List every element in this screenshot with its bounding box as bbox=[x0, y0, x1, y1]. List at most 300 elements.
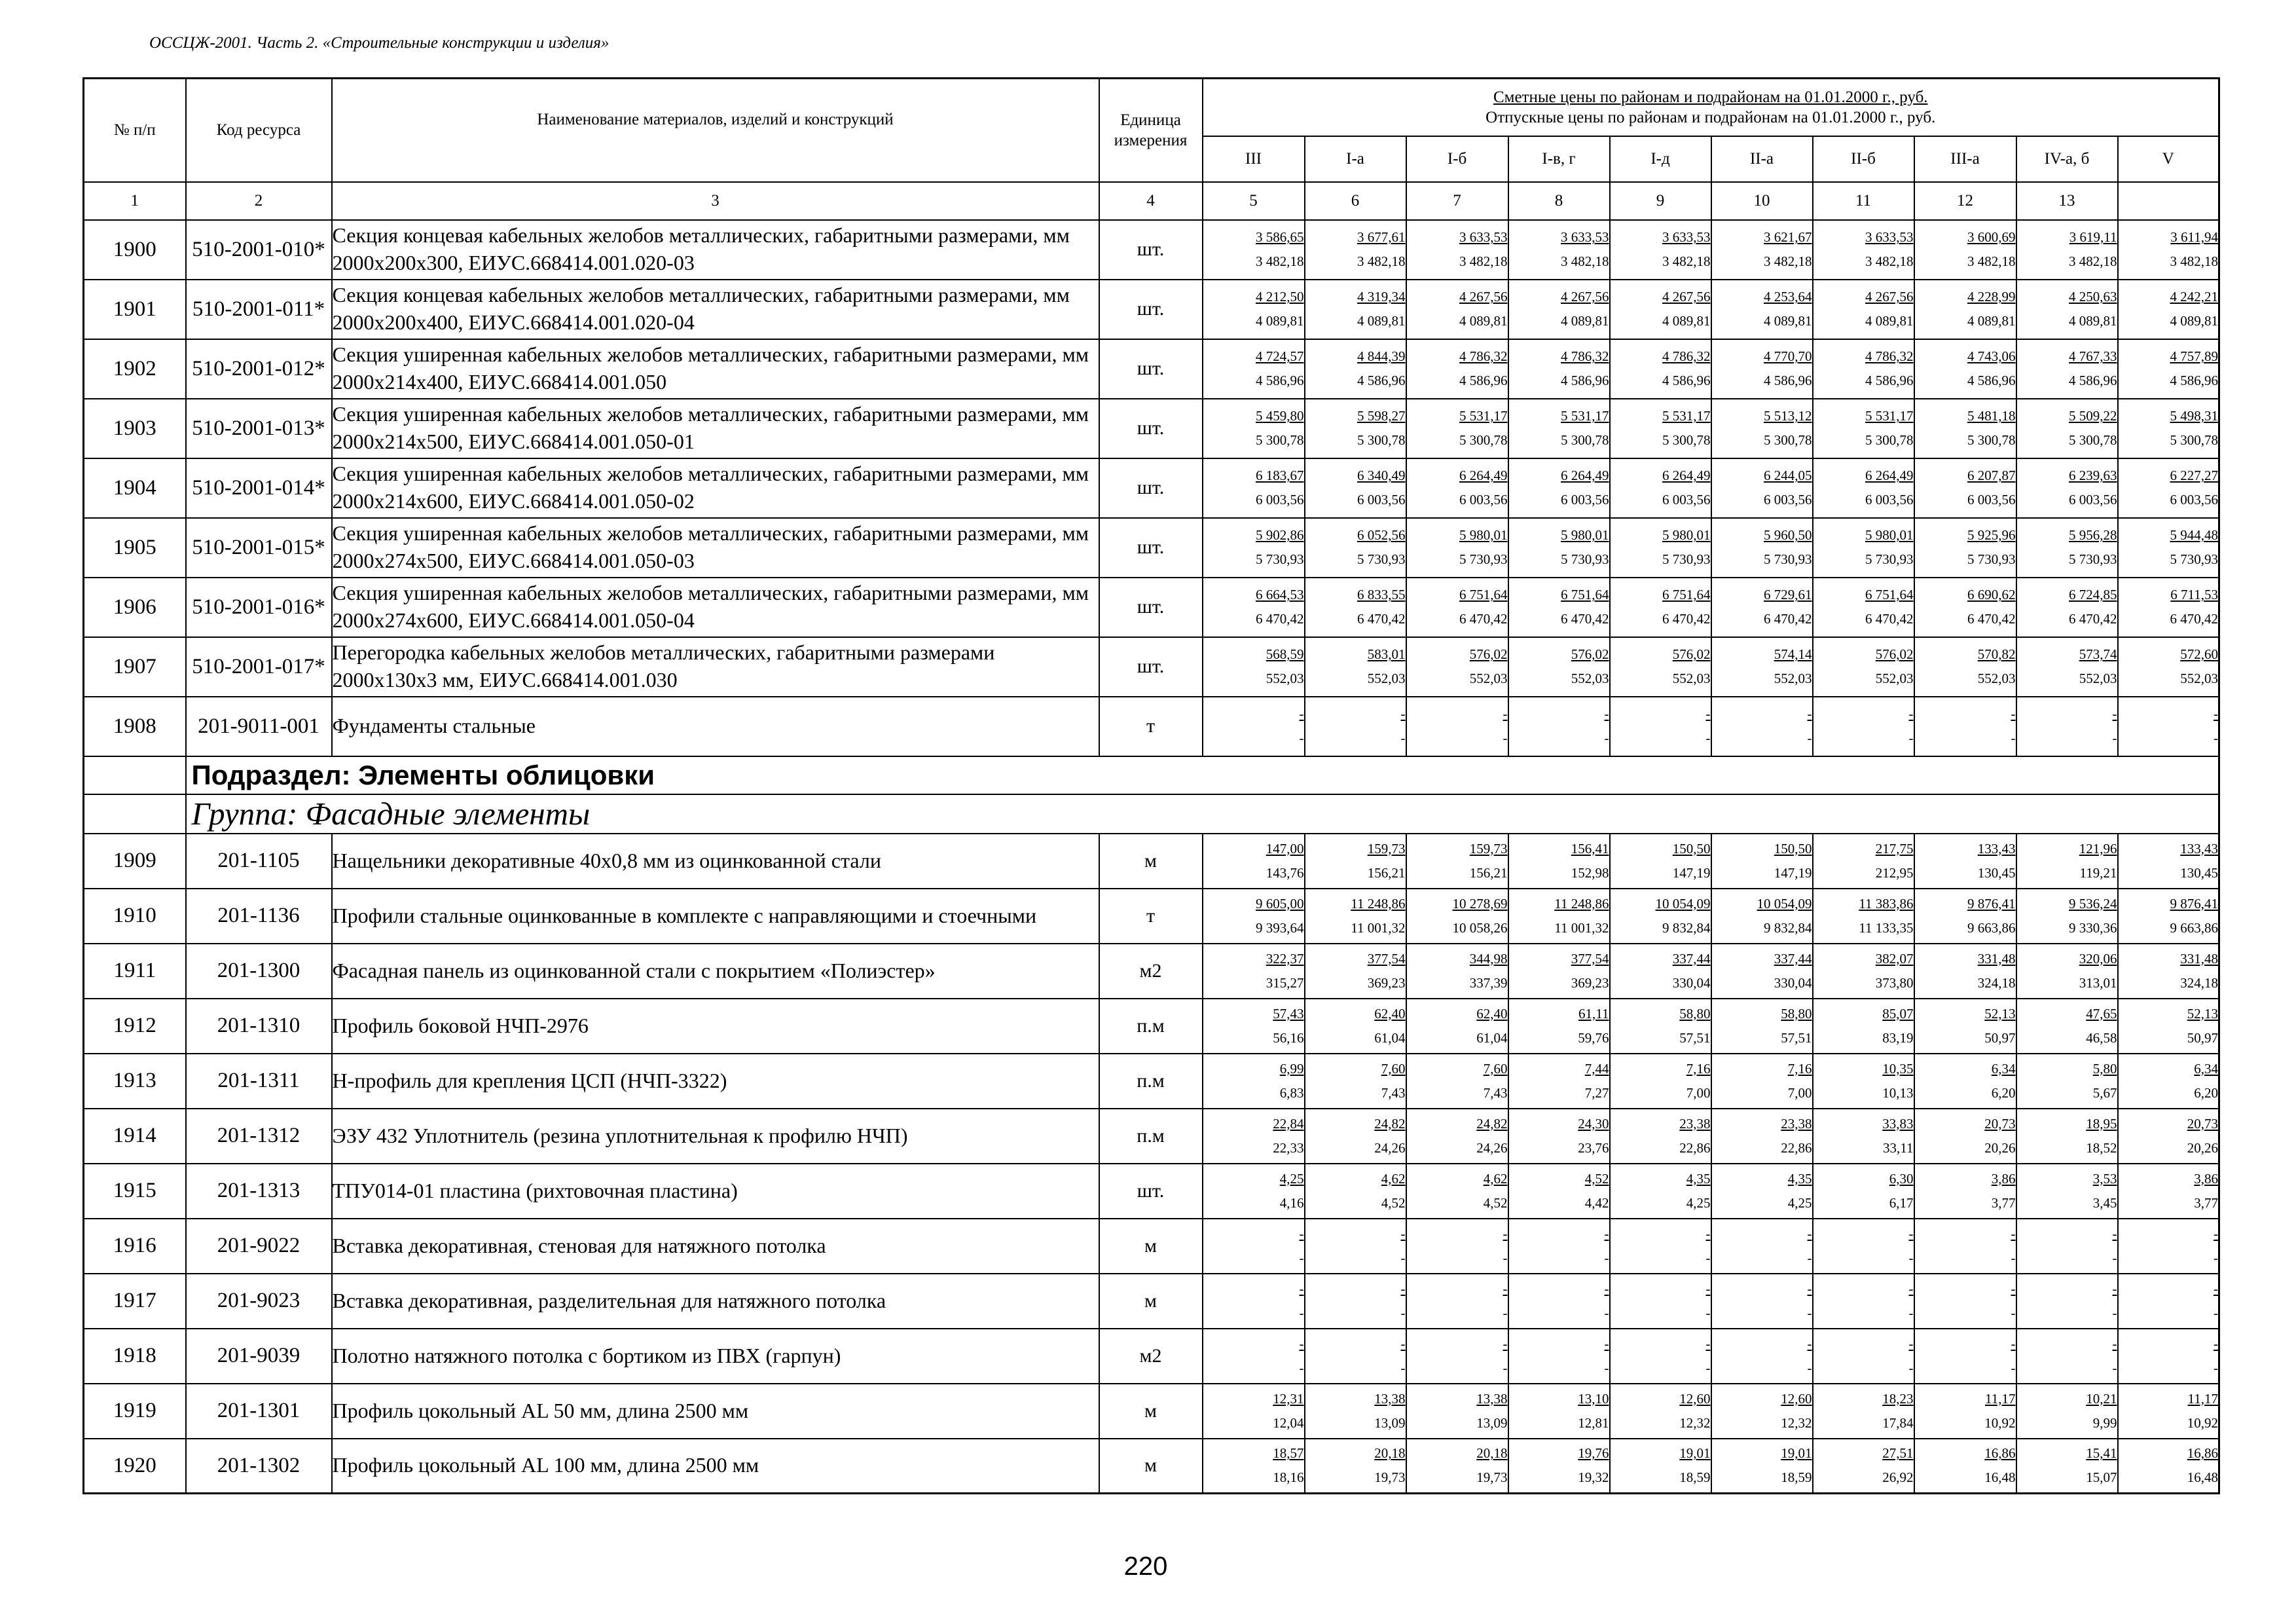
release-price: 5 300,78 bbox=[1662, 432, 1711, 448]
release-price: 16,48 bbox=[1984, 1469, 2016, 1486]
estimate-price: - bbox=[1604, 706, 1609, 722]
estimate-price: 3 633,53 bbox=[1865, 229, 1914, 245]
estimate-price: 11 248,86 bbox=[1351, 895, 1406, 912]
estimate-price: 5 980,01 bbox=[1459, 527, 1508, 543]
release-price: 5 300,78 bbox=[2170, 432, 2218, 448]
release-price: 152,98 bbox=[1571, 864, 1609, 881]
estimate-price: 5 944,48 bbox=[2170, 527, 2218, 543]
unit-of-measure: м bbox=[1099, 1219, 1203, 1274]
resource-code: 201-1105 bbox=[186, 834, 332, 889]
release-price: 6 003,56 bbox=[1764, 492, 1812, 507]
release-price: 552,03 bbox=[1875, 671, 1914, 686]
price-cell bbox=[2016, 637, 2118, 697]
price-cell bbox=[2118, 1164, 2219, 1219]
release-price: 5 730,93 bbox=[1764, 551, 1812, 567]
header-prices bbox=[1203, 79, 2219, 136]
column-number: 11 bbox=[1813, 182, 1914, 220]
item-name: Секция уширенная кабельных желобов металлических, габаритными размерами, мм 2000х274х600, ЕИУС.668414.001.050-04 bbox=[332, 578, 1099, 637]
estimate-price: 20,73 bbox=[1984, 1115, 2016, 1132]
price-cell bbox=[1406, 999, 1508, 1054]
release-price: 6 470,42 bbox=[1967, 611, 2016, 627]
release-price: 3 482,18 bbox=[1561, 253, 1609, 269]
release-price: 10,92 bbox=[1984, 1414, 2016, 1431]
release-price: 4 089,81 bbox=[1662, 313, 1711, 329]
region-header: II-а bbox=[1711, 136, 1813, 182]
release-price: 10,92 bbox=[2187, 1414, 2218, 1431]
price-cell bbox=[1914, 1164, 2016, 1219]
price-cell bbox=[1508, 999, 1610, 1054]
estimate-price: 576,02 bbox=[1469, 646, 1508, 662]
table-row bbox=[84, 637, 2219, 697]
estimate-price: 3 621,67 bbox=[1764, 229, 1812, 245]
row-number: 1901 bbox=[84, 280, 186, 339]
release-price: 9 663,86 bbox=[2170, 919, 2218, 936]
estimate-price: 52,13 bbox=[2187, 1005, 2218, 1022]
price-cell bbox=[2016, 1329, 2118, 1384]
estimate-price: 5 513,12 bbox=[1764, 408, 1812, 424]
price-cell bbox=[1914, 339, 2016, 399]
row-number: 1900 bbox=[84, 220, 186, 280]
release-price: - bbox=[1604, 1249, 1609, 1266]
estimate-price: - bbox=[2214, 706, 2218, 722]
estimate-price: 6 729,61 bbox=[1764, 587, 1812, 602]
price-cell bbox=[1813, 1274, 1914, 1329]
row-number: 1903 bbox=[84, 399, 186, 458]
price-cell bbox=[1406, 944, 1508, 999]
estimate-price: 5 960,50 bbox=[1764, 527, 1812, 543]
price-cell bbox=[1914, 1384, 2016, 1439]
price-cell bbox=[2118, 339, 2219, 399]
price-cell bbox=[1914, 518, 2016, 578]
estimate-price: 3 633,53 bbox=[1561, 229, 1609, 245]
estimate-price: - bbox=[2011, 1335, 2016, 1352]
release-price: 6 003,56 bbox=[1561, 492, 1609, 507]
estimate-price: 344,98 bbox=[1469, 950, 1508, 967]
estimate-price: - bbox=[1908, 1335, 1914, 1352]
release-price: - bbox=[1908, 1249, 1914, 1266]
price-cell bbox=[1914, 944, 2016, 999]
estimate-price: - bbox=[1503, 706, 1508, 722]
estimate-price: - bbox=[1807, 706, 1812, 722]
estimate-price: 3 633,53 bbox=[1662, 229, 1711, 245]
price-cell bbox=[1711, 889, 1813, 944]
price-cell bbox=[1508, 637, 1610, 697]
price-cell bbox=[1914, 889, 2016, 944]
estimate-price: 12,60 bbox=[1679, 1390, 1711, 1407]
estimate-price: - bbox=[2214, 1280, 2218, 1297]
price-cell bbox=[1305, 518, 1406, 578]
estimate-price: 11 383,86 bbox=[1859, 895, 1914, 912]
release-price: 552,03 bbox=[2079, 671, 2117, 686]
price-cell bbox=[1813, 339, 1914, 399]
price-cell bbox=[1813, 697, 1914, 756]
price-cell bbox=[1305, 1054, 1406, 1109]
estimate-price: 3,53 bbox=[2092, 1170, 2117, 1187]
estimate-price: 47,65 bbox=[2086, 1005, 2117, 1022]
estimate-price: 6 751,64 bbox=[1865, 587, 1914, 602]
release-price: 3 482,18 bbox=[1967, 253, 2016, 269]
price-cell bbox=[1610, 1439, 1711, 1494]
release-price: 5 730,93 bbox=[1662, 551, 1711, 567]
release-price: 6 470,42 bbox=[1662, 611, 1711, 627]
region-header: I-в, г bbox=[1508, 136, 1610, 182]
row-number: 1914 bbox=[84, 1109, 186, 1164]
price-cell bbox=[1711, 944, 1813, 999]
price-cell bbox=[1610, 999, 1711, 1054]
release-price: 373,80 bbox=[1875, 974, 1914, 991]
release-price: 20,26 bbox=[2187, 1139, 2218, 1156]
release-price: 337,39 bbox=[1469, 974, 1508, 991]
unit-of-measure: м2 bbox=[1099, 1329, 1203, 1384]
price-cell bbox=[1813, 637, 1914, 697]
price-cell bbox=[1508, 220, 1610, 280]
estimate-price: 6,34 bbox=[1991, 1060, 2016, 1077]
estimate-price: 15,41 bbox=[2086, 1445, 2117, 1462]
item-name: Нащельники декоративные 40х0,8 мм из оцинкованной стали bbox=[332, 834, 1099, 889]
column-number: 12 bbox=[1914, 182, 2016, 220]
release-price: 315,27 bbox=[1266, 974, 1304, 991]
release-price: 12,81 bbox=[1578, 1414, 1609, 1431]
release-price: - bbox=[1503, 1359, 1508, 1376]
estimate-price: 4,35 bbox=[1787, 1170, 1812, 1187]
estimate-price: - bbox=[1299, 1335, 1304, 1352]
release-price: - bbox=[2011, 1359, 2016, 1376]
release-price: 7,27 bbox=[1584, 1084, 1609, 1101]
price-cell bbox=[1406, 1384, 1508, 1439]
unit-of-measure: т bbox=[1099, 697, 1203, 756]
release-price: 4,25 bbox=[1787, 1194, 1812, 1211]
price-cell bbox=[2118, 1274, 2219, 1329]
estimate-price: 5 980,01 bbox=[1662, 527, 1711, 543]
price-cell bbox=[2118, 458, 2219, 518]
unit-of-measure: п.м bbox=[1099, 1109, 1203, 1164]
price-cell bbox=[1305, 944, 1406, 999]
release-price: - bbox=[2112, 1249, 2117, 1266]
price-cell bbox=[1305, 1439, 1406, 1494]
estimate-price: 3 619,11 bbox=[2069, 229, 2117, 245]
price-cell bbox=[2016, 220, 2118, 280]
price-cell bbox=[1508, 518, 1610, 578]
price-cell bbox=[1406, 399, 1508, 458]
price-cell bbox=[1406, 637, 1508, 697]
resource-code: 201-1300 bbox=[186, 944, 332, 999]
price-cell bbox=[1914, 1439, 2016, 1494]
release-price: - bbox=[1908, 730, 1914, 746]
price-cell bbox=[2118, 1439, 2219, 1494]
release-price: - bbox=[1908, 1304, 1914, 1321]
price-cell bbox=[1406, 697, 1508, 756]
estimate-price: 5 531,17 bbox=[1662, 408, 1711, 424]
release-price: - bbox=[2214, 1249, 2218, 1266]
price-cell bbox=[1711, 220, 1813, 280]
estimate-price: - bbox=[2112, 706, 2117, 722]
price-cell bbox=[2016, 518, 2118, 578]
release-price: 24,26 bbox=[1476, 1139, 1508, 1156]
release-price: 23,76 bbox=[1578, 1139, 1609, 1156]
estimate-price: - bbox=[1400, 1335, 1406, 1352]
price-cell bbox=[2118, 1219, 2219, 1274]
estimate-price: 6 207,87 bbox=[1967, 468, 2016, 483]
price-cell bbox=[2118, 889, 2219, 944]
price-cell bbox=[1406, 1439, 1508, 1494]
release-price: - bbox=[1299, 1359, 1304, 1376]
price-cell bbox=[1711, 1054, 1813, 1109]
estimate-price: 62,40 bbox=[1476, 1005, 1508, 1022]
release-price: - bbox=[1807, 730, 1812, 746]
release-price: - bbox=[1299, 730, 1304, 746]
release-price: 4,42 bbox=[1584, 1194, 1609, 1211]
price-cell bbox=[1305, 280, 1406, 339]
estimate-price: 19,76 bbox=[1578, 1445, 1609, 1462]
unit-of-measure: шт. bbox=[1099, 399, 1203, 458]
estimate-price: - bbox=[1503, 1335, 1508, 1352]
price-cell bbox=[1914, 1054, 2016, 1109]
price-cell bbox=[1406, 1109, 1508, 1164]
table-row bbox=[84, 578, 2219, 637]
estimate-price: 4 757,89 bbox=[2170, 348, 2218, 364]
estimate-price: - bbox=[1503, 1280, 1508, 1297]
estimate-price: 16,86 bbox=[2187, 1445, 2218, 1462]
release-price: 4,16 bbox=[1279, 1194, 1304, 1211]
release-price: 4 586,96 bbox=[1967, 373, 2016, 388]
estimate-price: - bbox=[1604, 1225, 1609, 1242]
price-cell bbox=[1914, 458, 2016, 518]
release-price: 156,21 bbox=[1367, 864, 1406, 881]
estimate-price: - bbox=[2112, 1335, 2117, 1352]
item-name: Профиль цокольный AL 50 мм, длина 2500 мм bbox=[332, 1384, 1099, 1439]
release-price: 9 393,64 bbox=[1256, 919, 1304, 936]
release-price: 330,04 bbox=[1774, 974, 1812, 991]
release-price: 18,59 bbox=[1679, 1469, 1711, 1486]
price-cell bbox=[2016, 1439, 2118, 1494]
price-cell bbox=[1406, 280, 1508, 339]
release-price: 7,43 bbox=[1381, 1084, 1406, 1101]
estimate-price: 150,50 bbox=[1672, 840, 1711, 857]
release-price: - bbox=[1503, 1304, 1508, 1321]
price-cell bbox=[1305, 220, 1406, 280]
column-number: 10 bbox=[1711, 182, 1813, 220]
price-cell bbox=[2118, 999, 2219, 1054]
release-price: 6 470,42 bbox=[1764, 611, 1812, 627]
estimate-price: 13,10 bbox=[1578, 1390, 1609, 1407]
release-price: - bbox=[1299, 1249, 1304, 1266]
release-price: 6 470,42 bbox=[2170, 611, 2218, 627]
row-number: 1907 bbox=[84, 637, 186, 697]
release-price: 156,21 bbox=[1469, 864, 1508, 881]
estimate-price: 6 239,63 bbox=[2069, 468, 2117, 483]
release-price: 7,43 bbox=[1483, 1084, 1508, 1101]
price-cell bbox=[1610, 280, 1711, 339]
region-header: I-а bbox=[1305, 136, 1406, 182]
price-cell bbox=[1203, 280, 1305, 339]
release-price: 6 003,56 bbox=[1865, 492, 1914, 507]
release-price: 6 003,56 bbox=[1662, 492, 1711, 507]
price-cell bbox=[1203, 518, 1305, 578]
release-price: - bbox=[1807, 1304, 1812, 1321]
row-number: 1915 bbox=[84, 1164, 186, 1219]
price-cell bbox=[1813, 999, 1914, 1054]
estimate-price: 6 264,49 bbox=[1865, 468, 1914, 483]
price-cell bbox=[1203, 889, 1305, 944]
price-cell bbox=[1508, 578, 1610, 637]
price-cell bbox=[2016, 944, 2118, 999]
release-price: 3 482,18 bbox=[1764, 253, 1812, 269]
subsection-title: Подраздел: Элементы облицовки bbox=[186, 756, 2219, 794]
release-price: 46,58 bbox=[2086, 1029, 2117, 1046]
unit-of-measure: шт. bbox=[1099, 518, 1203, 578]
resource-code: 510-2001-015* bbox=[186, 518, 332, 578]
price-cell bbox=[2016, 339, 2118, 399]
estimate-price: 61,11 bbox=[1578, 1005, 1609, 1022]
release-price: - bbox=[1604, 1359, 1609, 1376]
price-cell bbox=[2016, 399, 2118, 458]
table-row bbox=[84, 834, 2219, 889]
release-price: - bbox=[1705, 1359, 1711, 1376]
row-number: 1905 bbox=[84, 518, 186, 578]
estimate-price: 4 267,56 bbox=[1865, 289, 1914, 304]
column-number: 8 bbox=[1508, 182, 1610, 220]
estimate-price: 377,54 bbox=[1571, 950, 1609, 967]
estimate-price: 5 481,18 bbox=[1967, 408, 2016, 424]
estimate-price: 576,02 bbox=[1875, 646, 1914, 662]
estimate-price: 3 677,61 bbox=[1357, 229, 1406, 245]
release-price: 6 470,42 bbox=[1357, 611, 1406, 627]
release-price: 20,26 bbox=[1984, 1139, 2016, 1156]
subsection-spacer bbox=[84, 756, 186, 794]
release-price: 4 089,81 bbox=[1764, 313, 1812, 329]
estimate-price: 7,60 bbox=[1483, 1060, 1508, 1077]
release-price: 5 730,93 bbox=[1459, 551, 1508, 567]
release-price: 57,51 bbox=[1679, 1029, 1711, 1046]
release-price: 5 300,78 bbox=[1561, 432, 1609, 448]
resource-code: 510-2001-016* bbox=[186, 578, 332, 637]
unit-of-measure: шт. bbox=[1099, 1164, 1203, 1219]
release-price: - bbox=[2214, 730, 2218, 746]
release-price: 50,97 bbox=[2187, 1029, 2218, 1046]
estimate-price: 6 751,64 bbox=[1561, 587, 1609, 602]
release-price: 4,52 bbox=[1483, 1194, 1508, 1211]
release-price: 12,32 bbox=[1679, 1414, 1711, 1431]
estimate-price: 6 751,64 bbox=[1459, 587, 1508, 602]
release-price: 6 470,42 bbox=[1459, 611, 1508, 627]
price-cell bbox=[1914, 1274, 2016, 1329]
estimate-price: 7,44 bbox=[1584, 1060, 1609, 1077]
price-cell bbox=[1305, 834, 1406, 889]
price-cell bbox=[1813, 1219, 1914, 1274]
item-name: Профили стальные оцинкованные в комплекте с направляющими и стоечными bbox=[332, 889, 1099, 944]
release-price: - bbox=[2214, 1359, 2218, 1376]
resource-code: 201-1311 bbox=[186, 1054, 332, 1109]
release-price: 9 832,84 bbox=[1764, 919, 1812, 936]
release-price: 147,19 bbox=[1672, 864, 1711, 881]
price-cell bbox=[1203, 1219, 1305, 1274]
release-price: - bbox=[1400, 1359, 1406, 1376]
estimate-price: 4 267,56 bbox=[1662, 289, 1711, 304]
resource-code: 201-1312 bbox=[186, 1109, 332, 1164]
release-price: 4 089,81 bbox=[2170, 313, 2218, 329]
estimate-price: 7,16 bbox=[1787, 1060, 1812, 1077]
table-row bbox=[84, 1439, 2219, 1494]
release-price: 552,03 bbox=[1977, 671, 2016, 686]
price-cell bbox=[1406, 1329, 1508, 1384]
price-cell bbox=[1711, 999, 1813, 1054]
price-cell bbox=[2118, 944, 2219, 999]
release-price: 552,03 bbox=[2180, 671, 2218, 686]
estimate-price: 3 633,53 bbox=[1459, 229, 1508, 245]
release-price: 6,20 bbox=[2194, 1084, 2218, 1101]
estimate-price: - bbox=[1604, 1335, 1609, 1352]
price-cell bbox=[1203, 834, 1305, 889]
estimate-price: 24,82 bbox=[1374, 1115, 1406, 1132]
estimate-price: 4,62 bbox=[1483, 1170, 1508, 1187]
price-cell bbox=[1508, 944, 1610, 999]
row-number: 1913 bbox=[84, 1054, 186, 1109]
estimate-price: 10,21 bbox=[2086, 1390, 2117, 1407]
estimate-price: 583,01 bbox=[1367, 646, 1406, 662]
price-cell bbox=[1914, 1109, 2016, 1164]
item-name: Секция уширенная кабельных желобов металлических, габаритными размерами, мм 2000х214х400, ЕИУС.668414.001.050 bbox=[332, 339, 1099, 399]
estimate-price: 3 600,69 bbox=[1967, 229, 2016, 245]
price-table bbox=[82, 77, 2220, 1494]
item-name: ЭЗУ 432 Уплотнитель (резина уплотнительная к профилю НЧП) bbox=[332, 1109, 1099, 1164]
price-cell bbox=[1610, 834, 1711, 889]
release-price: 24,26 bbox=[1374, 1139, 1406, 1156]
price-cell bbox=[2118, 518, 2219, 578]
price-cell bbox=[1813, 1054, 1914, 1109]
price-cell bbox=[1508, 339, 1610, 399]
estimate-price: 6 264,49 bbox=[1561, 468, 1609, 483]
estimate-price: 6 340,49 bbox=[1357, 468, 1406, 483]
estimate-price: 382,07 bbox=[1875, 950, 1914, 967]
release-price: 18,52 bbox=[2086, 1139, 2117, 1156]
release-price: - bbox=[2214, 1304, 2218, 1321]
region-header: III-а bbox=[1914, 136, 2016, 182]
price-cell bbox=[1203, 1384, 1305, 1439]
price-cell bbox=[1711, 280, 1813, 339]
release-price: - bbox=[1400, 1249, 1406, 1266]
price-cell bbox=[1203, 944, 1305, 999]
release-price: 130,45 bbox=[2180, 864, 2218, 881]
release-price: 3 482,18 bbox=[1357, 253, 1406, 269]
estimate-price: - bbox=[1299, 1225, 1304, 1242]
estimate-price: 12,31 bbox=[1273, 1390, 1304, 1407]
price-cell bbox=[1610, 1054, 1711, 1109]
estimate-price: - bbox=[1807, 1225, 1812, 1242]
table-row bbox=[84, 1384, 2219, 1439]
release-price: 4 089,81 bbox=[1967, 313, 2016, 329]
estimate-price: 11 248,86 bbox=[1554, 895, 1609, 912]
price-cell bbox=[1711, 1219, 1813, 1274]
release-price: - bbox=[1400, 1304, 1406, 1321]
release-price: 5 730,93 bbox=[1561, 551, 1609, 567]
estimate-price: 4 724,57 bbox=[1256, 348, 1304, 364]
price-cell bbox=[1305, 339, 1406, 399]
estimate-price: 6 711,53 bbox=[2170, 587, 2218, 602]
estimate-price: 12,60 bbox=[1781, 1390, 1812, 1407]
price-cell bbox=[1305, 1329, 1406, 1384]
release-price: 552,03 bbox=[1571, 671, 1609, 686]
estimate-price: 4 242,21 bbox=[2170, 289, 2218, 304]
release-price: 9 663,86 bbox=[1967, 919, 2016, 936]
price-cell bbox=[1813, 220, 1914, 280]
estimate-price: 4 786,32 bbox=[1561, 348, 1609, 364]
price-cell bbox=[1406, 834, 1508, 889]
estimate-price: 4 786,32 bbox=[1459, 348, 1508, 364]
resource-code: 201-9023 bbox=[186, 1274, 332, 1329]
price-cell bbox=[1711, 697, 1813, 756]
release-price: 11 001,32 bbox=[1554, 919, 1609, 936]
release-price: 3 482,18 bbox=[1662, 253, 1711, 269]
